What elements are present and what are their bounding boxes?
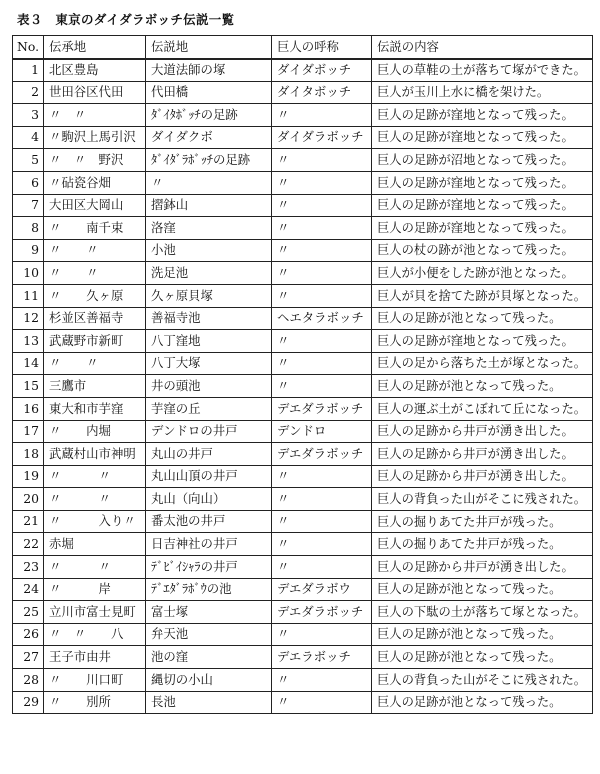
header-giant-name: 巨人の呼称	[272, 36, 372, 59]
cell-location: 大田区大岡山	[44, 194, 146, 217]
cell-location: 〃 〃	[44, 556, 146, 579]
cell-place: 〃	[146, 171, 272, 194]
cell-content: 巨人が貝を捨てた跡が貝塚となった。	[372, 284, 593, 307]
cell-place: 長池	[146, 691, 272, 714]
cell-giant-name: 〃	[272, 149, 372, 172]
cell-giant-name: ダイタボッチ	[272, 81, 372, 104]
table-row	[13, 81, 593, 104]
cell-giant-name: デエラボッチ	[272, 646, 372, 669]
table-row	[13, 217, 593, 240]
cell-location: 王子市由井	[44, 646, 146, 669]
cell-location: 〃 川口町	[44, 669, 146, 692]
cell-giant-name: 〃	[272, 217, 372, 240]
cell-place: 代田橋	[146, 81, 272, 104]
table-row	[13, 533, 593, 556]
table-title: 表３ 東京のダイダラボッチ伝説一覧	[17, 12, 235, 27]
cell-giant-name: 〃	[272, 691, 372, 714]
table-row	[13, 578, 593, 601]
cell-location: 〃 岸	[44, 578, 146, 601]
cell-content: 巨人の掘りあてた井戸が残った。	[372, 510, 593, 533]
table-row	[13, 262, 593, 285]
cell-no: 28	[13, 669, 44, 692]
table-body	[13, 59, 593, 714]
table-row	[13, 59, 593, 82]
cell-location: 北区豊島	[44, 59, 146, 82]
cell-content: 巨人の足跡が窪地となって残った。	[372, 126, 593, 149]
cell-place: 大道法師の塚	[146, 59, 272, 82]
cell-content: 巨人の足跡から井戸が湧き出した。	[372, 443, 593, 466]
table-row	[13, 352, 593, 375]
cell-content: 巨人の背負った山がそこに残された。	[372, 488, 593, 511]
table-row	[13, 330, 593, 353]
table-row	[13, 104, 593, 127]
cell-location: 〃駒沢上馬引沢	[44, 126, 146, 149]
table-row	[13, 307, 593, 330]
table-row	[13, 397, 593, 420]
cell-giant-name: 〃	[272, 330, 372, 353]
cell-location: 〃砧瓷谷畑	[44, 171, 146, 194]
cell-content: 巨人の足跡が池となって残った。	[372, 307, 593, 330]
cell-giant-name: 〃	[272, 284, 372, 307]
cell-location: 〃 内堀	[44, 420, 146, 443]
cell-giant-name: ヘエタラボッチ	[272, 307, 372, 330]
header-place: 伝説地	[146, 36, 272, 59]
cell-no: 16	[13, 397, 44, 420]
cell-place: デンドロの井戸	[146, 420, 272, 443]
table-row	[13, 284, 593, 307]
cell-content: 巨人の足跡から井戸が湧き出した。	[372, 420, 593, 443]
cell-location: 武蔵野市新町	[44, 330, 146, 353]
cell-no: 26	[13, 623, 44, 646]
cell-location: 三鷹市	[44, 375, 146, 398]
table-row	[13, 420, 593, 443]
cell-giant-name: デエダラボッチ	[272, 601, 372, 624]
cell-no: 10	[13, 262, 44, 285]
cell-giant-name: 〃	[272, 375, 372, 398]
cell-place: 井の頭池	[146, 375, 272, 398]
cell-location: 赤堀	[44, 533, 146, 556]
cell-place: ﾀﾞｲﾀﾎﾞｯﾁの足跡	[146, 104, 272, 127]
cell-place: 富士塚	[146, 601, 272, 624]
cell-location: 〃 〃	[44, 239, 146, 262]
cell-giant-name: 〃	[272, 171, 372, 194]
table-row	[13, 623, 593, 646]
cell-no: 18	[13, 443, 44, 466]
header-content: 伝説の内容	[372, 36, 593, 59]
cell-place: 久ヶ原貝塚	[146, 284, 272, 307]
header-no: No.	[13, 36, 44, 59]
table-row	[13, 149, 593, 172]
cell-content: 巨人の掘りあてた井戸が残った。	[372, 533, 593, 556]
cell-giant-name: 〃	[272, 510, 372, 533]
cell-no: 9	[13, 239, 44, 262]
cell-place: 池の窪	[146, 646, 272, 669]
cell-no: 29	[13, 691, 44, 714]
cell-giant-name: 〃	[272, 352, 372, 375]
cell-location: 〃 〃	[44, 465, 146, 488]
cell-giant-name: 〃	[272, 669, 372, 692]
cell-content: 巨人が小便をした跡が池となった。	[372, 262, 593, 285]
cell-no: 15	[13, 375, 44, 398]
table-row	[13, 488, 593, 511]
cell-content: 巨人の杖の跡が池となって残った。	[372, 239, 593, 262]
cell-no: 5	[13, 149, 44, 172]
cell-giant-name: デエダラボッチ	[272, 397, 372, 420]
cell-content: 巨人の草鞋の土が落ちて塚ができた。	[372, 59, 593, 82]
cell-giant-name: 〃	[272, 556, 372, 579]
cell-content: 巨人の足跡が沼地となって残った。	[372, 149, 593, 172]
cell-content: 巨人の足跡が池となって残った。	[372, 646, 593, 669]
cell-place: 日吉神社の井戸	[146, 533, 272, 556]
cell-place: 摺鉢山	[146, 194, 272, 217]
cell-place: 芋窪の丘	[146, 397, 272, 420]
cell-place: ﾃﾞﾋﾞｲｼｬﾗの井戸	[146, 556, 272, 579]
cell-no: 19	[13, 465, 44, 488]
cell-place: 丸山の井戸	[146, 443, 272, 466]
cell-location: 〃 別所	[44, 691, 146, 714]
cell-place: 丸山山頂の井戸	[146, 465, 272, 488]
cell-location: 〃 〃 八	[44, 623, 146, 646]
cell-giant-name: デンドロ	[272, 420, 372, 443]
cell-place: ダイダクボ	[146, 126, 272, 149]
cell-giant-name: 〃	[272, 104, 372, 127]
cell-content: 巨人の足跡が池となって残った。	[372, 375, 593, 398]
cell-no: 1	[13, 59, 44, 82]
cell-location: 〃 入り〃	[44, 510, 146, 533]
cell-location: 〃 〃 野沢	[44, 149, 146, 172]
cell-giant-name: ダイダボッチ	[272, 59, 372, 82]
cell-no: 2	[13, 81, 44, 104]
table-row	[13, 556, 593, 579]
cell-location: 武蔵村山市神明	[44, 443, 146, 466]
cell-content: 巨人の足跡が窪地となって残った。	[372, 217, 593, 240]
cell-no: 17	[13, 420, 44, 443]
table-row	[13, 465, 593, 488]
header-row	[13, 36, 593, 59]
cell-giant-name: 〃	[272, 239, 372, 262]
cell-no: 21	[13, 510, 44, 533]
cell-location: 〃 〃	[44, 488, 146, 511]
cell-content: 巨人の足跡が窪地となって残った。	[372, 104, 593, 127]
cell-place: 小池	[146, 239, 272, 262]
cell-place: 弁天池	[146, 623, 272, 646]
table-row	[13, 126, 593, 149]
table-row	[13, 601, 593, 624]
cell-content: 巨人の運ぶ土がこぼれて丘になった。	[372, 397, 593, 420]
cell-place: 洗足池	[146, 262, 272, 285]
cell-no: 22	[13, 533, 44, 556]
cell-location: 〃 〃	[44, 352, 146, 375]
table-row	[13, 171, 593, 194]
cell-no: 23	[13, 556, 44, 579]
cell-giant-name: デエダラボッチ	[272, 443, 372, 466]
cell-location: 世田谷区代田	[44, 81, 146, 104]
cell-no: 12	[13, 307, 44, 330]
cell-no: 3	[13, 104, 44, 127]
cell-no: 27	[13, 646, 44, 669]
cell-location: 〃 南千束	[44, 217, 146, 240]
table-row	[13, 375, 593, 398]
cell-content: 巨人の足跡から井戸が湧き出した。	[372, 556, 593, 579]
cell-location: 〃 〃	[44, 262, 146, 285]
cell-place: 八丁窪地	[146, 330, 272, 353]
cell-content: 巨人の足跡が窪地となって残った。	[372, 330, 593, 353]
table-row	[13, 194, 593, 217]
cell-location: 東大和市芋窪	[44, 397, 146, 420]
cell-place: 善福寺池	[146, 307, 272, 330]
cell-content: 巨人の足跡が窪地となって残った。	[372, 171, 593, 194]
cell-content: 巨人の足跡が池となって残った。	[372, 623, 593, 646]
cell-content: 巨人の足から落ちた土が塚となった。	[372, 352, 593, 375]
cell-giant-name: 〃	[272, 488, 372, 511]
table-row	[13, 239, 593, 262]
cell-place: ﾃﾞｴﾀﾞﾗﾎﾞｳの池	[146, 578, 272, 601]
cell-no: 24	[13, 578, 44, 601]
cell-content: 巨人の背負った山がそこに残された。	[372, 669, 593, 692]
cell-place: 縄切の小山	[146, 669, 272, 692]
cell-content: 巨人の足跡が池となって残った。	[372, 691, 593, 714]
cell-no: 11	[13, 284, 44, 307]
cell-no: 8	[13, 217, 44, 240]
cell-giant-name: 〃	[272, 194, 372, 217]
cell-no: 25	[13, 601, 44, 624]
cell-content: 巨人の足跡が窪地となって残った。	[372, 194, 593, 217]
cell-content: 巨人が玉川上水に橋を架けた。	[372, 81, 593, 104]
cell-giant-name: 〃	[272, 623, 372, 646]
cell-place: 洛窪	[146, 217, 272, 240]
cell-place: 八丁大塚	[146, 352, 272, 375]
cell-giant-name: デエダラボウ	[272, 578, 372, 601]
cell-giant-name: ダイダラボッチ	[272, 126, 372, 149]
cell-no: 7	[13, 194, 44, 217]
cell-giant-name: 〃	[272, 262, 372, 285]
cell-location: 立川市富士見町	[44, 601, 146, 624]
cell-no: 6	[13, 171, 44, 194]
header-location: 伝承地	[44, 36, 146, 59]
cell-giant-name: 〃	[272, 533, 372, 556]
cell-no: 4	[13, 126, 44, 149]
cell-giant-name: 〃	[272, 465, 372, 488]
table-row	[13, 691, 593, 714]
cell-location: 〃 〃	[44, 104, 146, 127]
cell-location: 〃 久ヶ原	[44, 284, 146, 307]
cell-no: 13	[13, 330, 44, 353]
cell-place: 丸山（向山）	[146, 488, 272, 511]
cell-no: 14	[13, 352, 44, 375]
cell-content: 巨人の足跡が池となって残った。	[372, 578, 593, 601]
table-row	[13, 510, 593, 533]
cell-content: 巨人の足跡から井戸が湧き出した。	[372, 465, 593, 488]
cell-place: ﾀﾞｲﾀﾞﾗﾎﾞｯﾁの足跡	[146, 149, 272, 172]
table-row	[13, 669, 593, 692]
table-header	[13, 36, 593, 59]
cell-place: 番太池の井戸	[146, 510, 272, 533]
cell-location: 杉並区善福寺	[44, 307, 146, 330]
cell-content: 巨人の下駄の土が落ちて塚となった。	[372, 601, 593, 624]
legend-table	[12, 35, 593, 714]
table-row	[13, 443, 593, 466]
cell-no: 20	[13, 488, 44, 511]
table-row	[13, 646, 593, 669]
